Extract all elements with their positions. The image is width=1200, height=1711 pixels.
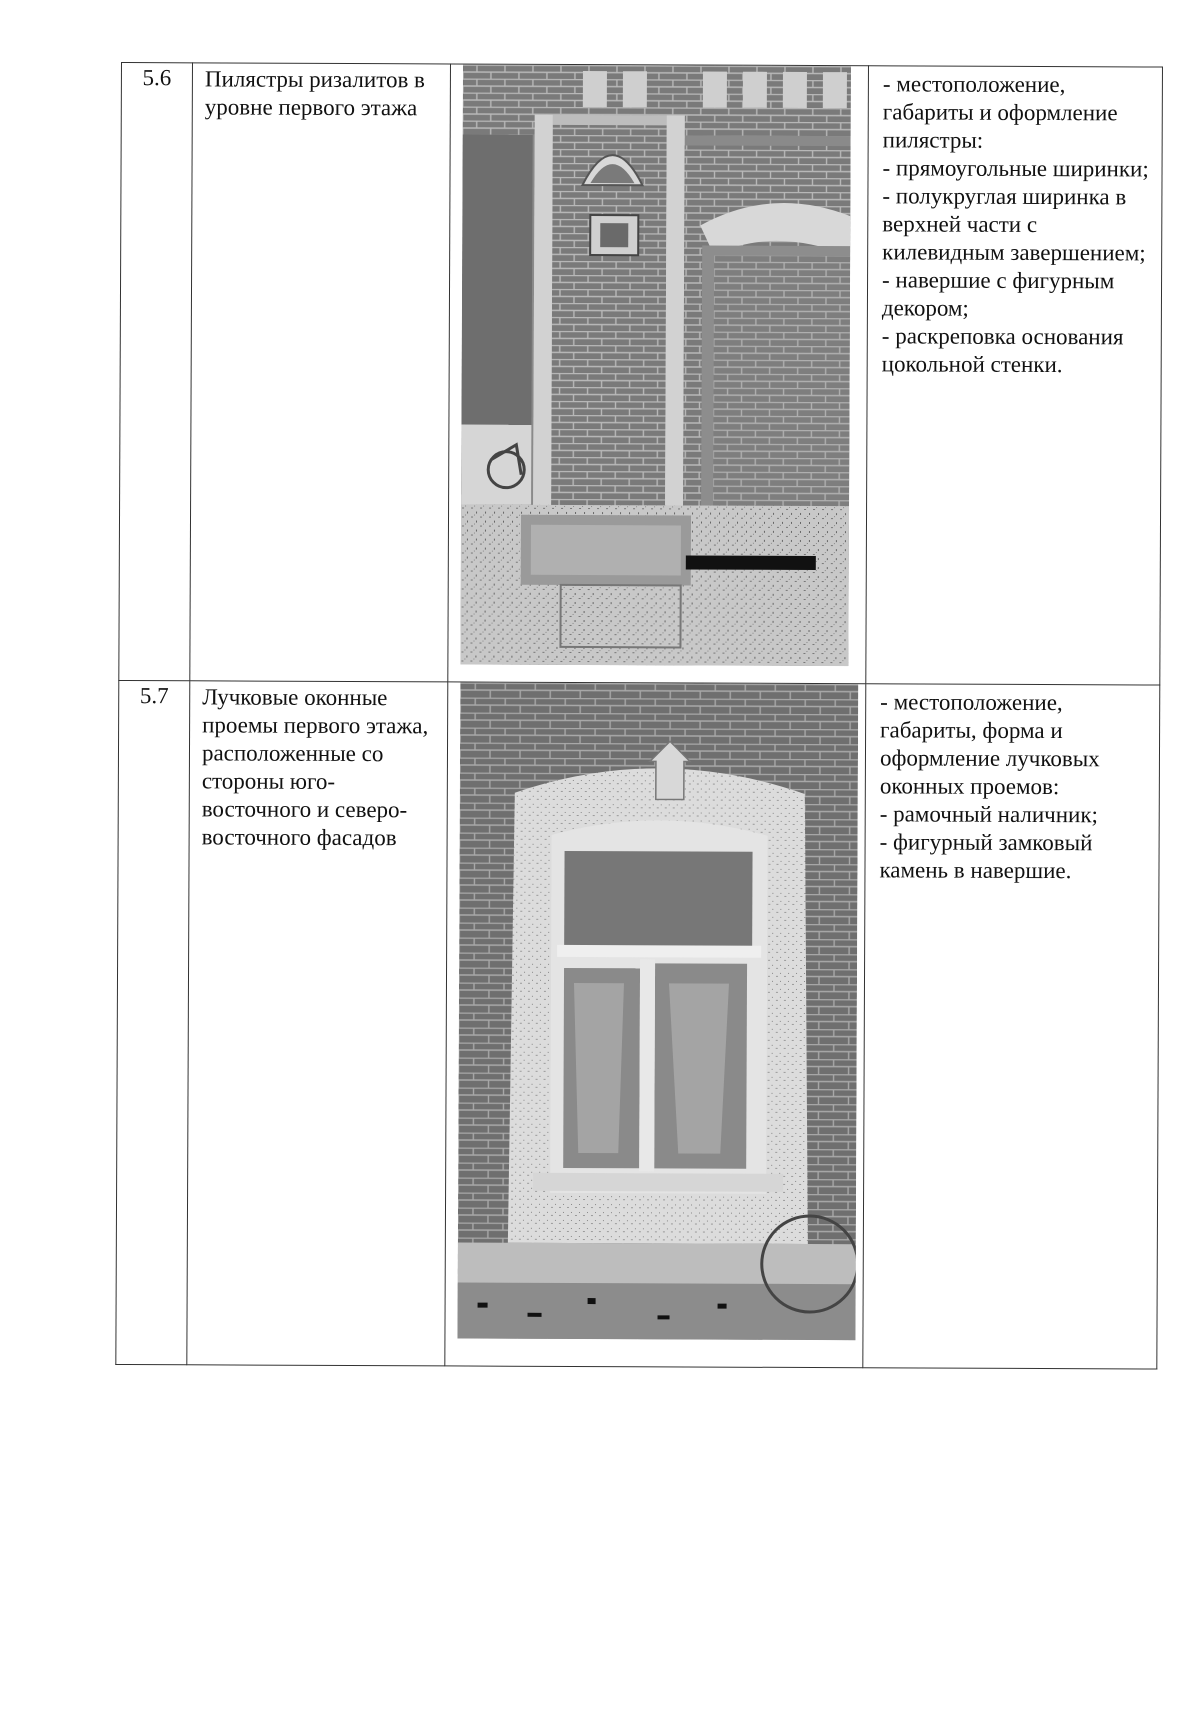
- element-name: Пилястры ризалитов в уровне первого этажа: [190, 63, 451, 682]
- element-description: [866, 66, 1163, 685]
- description-line: - полукруглая ширинка в верхней части с килевидным завершением;: [882, 183, 1146, 266]
- window-photo: [457, 682, 865, 1340]
- row-number: 5.7: [116, 680, 190, 1364]
- row-number: 5.6: [119, 63, 193, 681]
- description-line: - фигурный замковый камень в навершие.: [879, 829, 1093, 884]
- description-line: - местоположение, габариты, форма и оформление лучковых оконных проемов:: [879, 689, 1100, 800]
- element-name: Лучковые оконные проемы первого этажа, расположенные со стороны юго-восточного и северо-восточного фасадов: [187, 681, 448, 1366]
- pilaster-photo: [460, 64, 868, 666]
- element-description: [863, 684, 1160, 1369]
- table-row: [116, 680, 1160, 1369]
- description-line: - навершие с фигурным декором;: [881, 267, 1115, 321]
- description-line: - прямоугольные ширинки;: [882, 155, 1149, 182]
- photo-cell: [448, 64, 869, 684]
- table-row: [119, 63, 1163, 686]
- description-line: - местоположение, габариты и оформление пилястры:: [882, 71, 1118, 153]
- elements-table: [115, 62, 1163, 1370]
- description-line: - рамочный наличник;: [879, 801, 1099, 828]
- photo-cell: [445, 682, 866, 1368]
- description-line: - раскреповка основания цокольной стенки.: [881, 323, 1124, 378]
